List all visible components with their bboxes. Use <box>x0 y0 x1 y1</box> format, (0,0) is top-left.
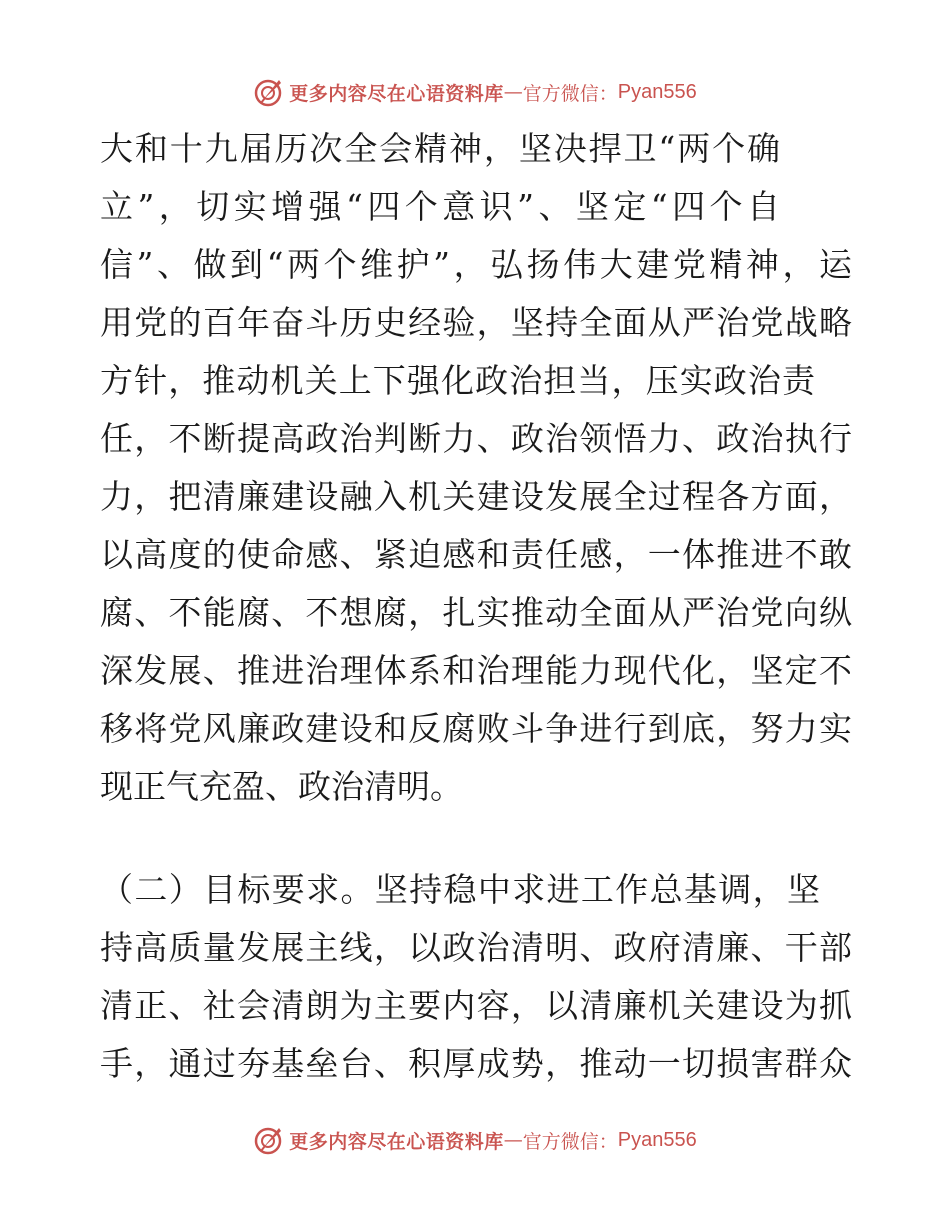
watermark-id: Pyan556 <box>617 80 697 103</box>
quill-pen-logo-icon <box>253 76 285 108</box>
text-line: 清正、社会清朗为主要内容，以清廉机关建设为抓 <box>100 986 852 1025</box>
text-line: 深发展、推进治理体系和治理能力现代化，坚定不 <box>100 651 852 690</box>
document-body <box>100 120 852 1093</box>
text-line: 信”、做到“两个维护”，弘扬伟大建党精神，运 <box>100 245 852 284</box>
text-line: 方针，推动机关上下强化政治担当，压实政治责 <box>100 361 815 400</box>
text-line: 腐、不能腐、不想腐，扎实推动全面从严治党向纵 <box>100 593 852 632</box>
watermark-header <box>0 72 950 112</box>
text-line: 持高质量发展主线，以政治清明、政府清廉、干部 <box>100 928 852 967</box>
watermark-brand: 更多内容尽在心语资料库 <box>289 82 504 105</box>
watermark-separator: — <box>503 81 523 103</box>
paragraph-1 <box>100 120 852 816</box>
text-line: 手，通过夯基垒台、积厚成势，推动一切损害群众 <box>100 1044 852 1083</box>
quill-pen-logo-icon <box>253 1124 285 1156</box>
watermark-id: Pyan556 <box>617 1128 697 1151</box>
watermark-footer <box>0 1120 950 1160</box>
paragraph-2 <box>100 861 852 1093</box>
watermark-label: 官方微信： <box>522 82 618 105</box>
text-line: （二）目标要求。坚持稳中求进工作总基调，坚 <box>100 870 820 909</box>
text-line: 立”，切实增强“四个意识”、坚定“四个自 <box>100 187 780 226</box>
text-line: 力，把清廉建设融入机关建设发展全过程各方面， <box>100 477 852 516</box>
text-line: 现正气充盈、政治清明。 <box>100 767 463 806</box>
watermark-separator: — <box>503 1129 523 1151</box>
text-line: 移将党风廉政建设和反腐败斗争进行到底，努力实 <box>100 709 852 748</box>
watermark-label: 官方微信： <box>522 1130 618 1153</box>
text-line: 任，不断提高政治判断力、政治领悟力、政治执行 <box>100 419 852 458</box>
text-line: 以高度的使命感、紧迫感和责任感，一体推进不敢 <box>100 535 852 574</box>
text-line: 用党的百年奋斗历史经验，坚持全面从严治党战略 <box>100 303 852 342</box>
watermark-brand: 更多内容尽在心语资料库 <box>289 1130 504 1153</box>
text-line: 大和十九届历次全会精神，坚决捍卫“两个确 <box>100 129 780 168</box>
